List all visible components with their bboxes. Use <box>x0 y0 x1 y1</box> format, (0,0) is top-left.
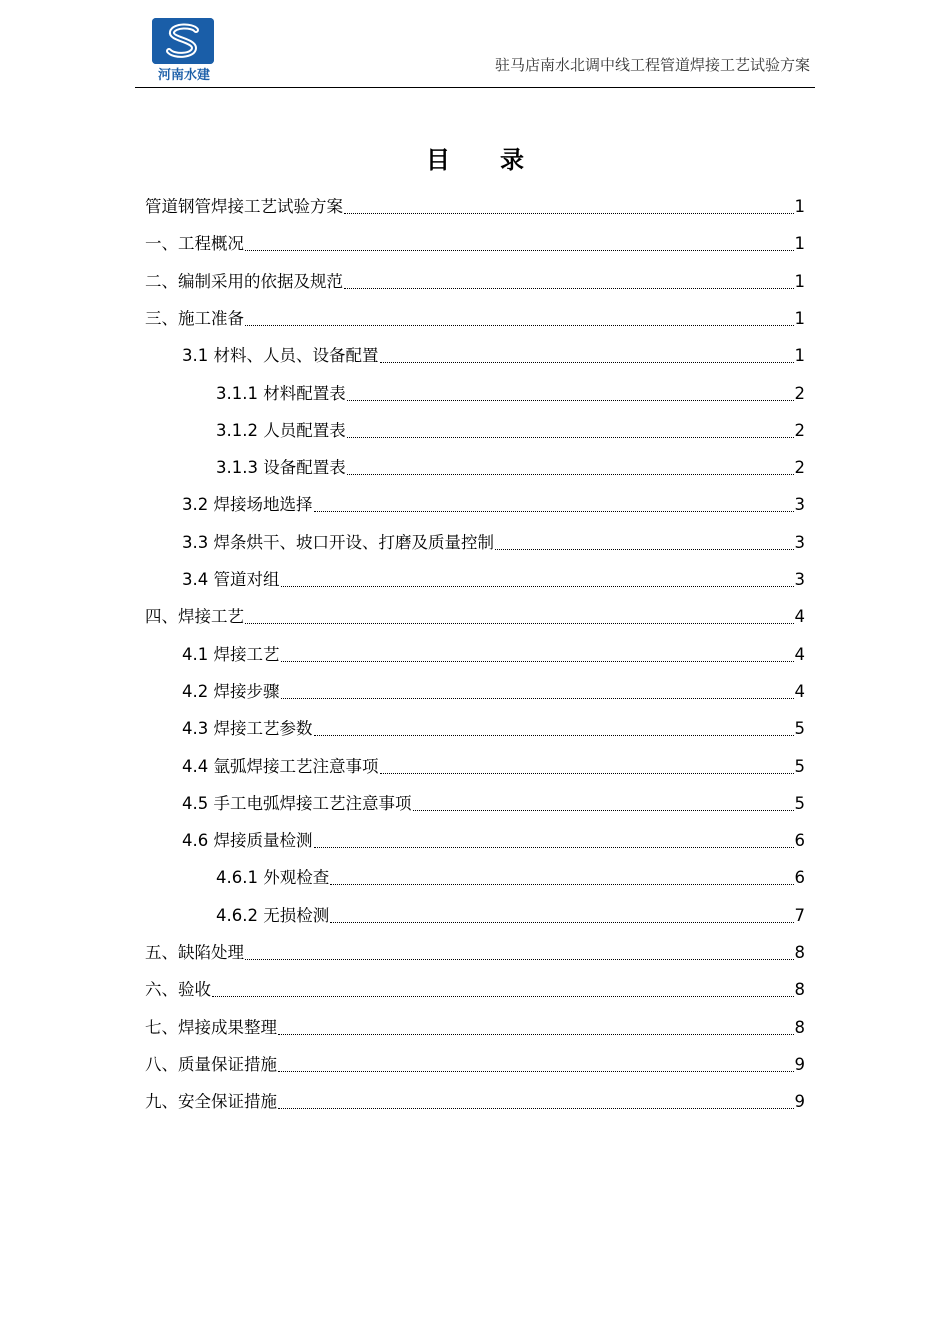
toc-entry-page-number: 2 <box>794 420 805 440</box>
toc-entry-label: 4.6 焊接质量检测 <box>182 831 313 851</box>
header-divider <box>135 87 815 88</box>
toc-entry[interactable] <box>182 785 805 815</box>
toc-entry[interactable] <box>216 897 805 927</box>
toc-dot-leader <box>281 586 794 587</box>
toc-entry-label: 4.3 焊接工艺参数 <box>182 719 313 739</box>
toc-entry-label: 管道钢管焊接工艺试验方案 <box>145 197 343 216</box>
toc-dot-leader <box>314 847 794 848</box>
toc-entry[interactable] <box>182 486 805 516</box>
toc-entry-label: 4.2 焊接步骤 <box>182 681 280 701</box>
toc-dot-leader <box>245 623 794 624</box>
toc-entry-label: 3.1.1 材料配置表 <box>216 383 346 403</box>
toc-entry-label: 4.6.1 外观检查 <box>216 868 330 888</box>
toc-dot-leader <box>347 437 794 438</box>
toc-dot-leader <box>314 511 794 512</box>
toc-dot-leader <box>212 996 794 997</box>
toc-entry-page-number: 9 <box>794 1092 805 1112</box>
toc-entry-label: 七、焊接成果整理 <box>145 1017 277 1037</box>
toc-dot-leader <box>245 959 794 960</box>
company-logo <box>150 18 218 83</box>
toc-entry-label: 3.1 材料、人员、设备配置 <box>182 346 379 366</box>
toc-entry-label: 3.2 焊接场地选择 <box>182 495 313 515</box>
toc-dot-leader <box>330 884 793 885</box>
toc-entry[interactable] <box>216 449 805 479</box>
toc-entry-label: 六、验收 <box>145 980 211 1000</box>
toc-dot-leader <box>278 1108 794 1109</box>
toc-entry-page-number: 6 <box>794 868 805 888</box>
logo-s-icon <box>152 18 214 64</box>
toc-dot-leader <box>281 661 794 662</box>
toc-dot-leader <box>330 922 793 923</box>
toc-entry[interactable] <box>145 1009 805 1039</box>
toc-dot-leader <box>278 1071 794 1072</box>
toc-entry[interactable] <box>145 188 805 218</box>
toc-entry[interactable] <box>216 859 805 889</box>
toc-dot-leader <box>380 362 794 363</box>
toc-entry-page-number: 1 <box>794 308 805 328</box>
toc-entry-page-number: 7 <box>794 905 805 925</box>
toc-entry-label: 4.5 手工电弧焊接工艺注意事项 <box>182 793 412 813</box>
toc-entry-page-number: 6 <box>794 831 805 851</box>
toc-entry-label: 3.1.3 设备配置表 <box>216 458 346 478</box>
toc-dot-leader <box>278 1034 794 1035</box>
toc-entry[interactable] <box>182 561 805 591</box>
toc-dot-leader <box>344 213 794 214</box>
toc-entry[interactable] <box>182 710 805 740</box>
toc-entry[interactable] <box>145 934 805 964</box>
toc-entry[interactable] <box>145 300 805 330</box>
toc-dot-leader <box>245 325 794 326</box>
toc-entry[interactable] <box>216 412 805 442</box>
toc-entry-label: 3.3 焊条烘干、坡口开设、打磨及质量控制 <box>182 532 494 552</box>
toc-entry[interactable] <box>145 598 805 628</box>
toc-entry-page-number: 1 <box>794 234 805 254</box>
toc-dot-leader <box>413 810 794 811</box>
toc-entry-page-number: 4 <box>794 607 805 627</box>
toc-entry[interactable] <box>182 822 805 852</box>
toc-entry-label: 五、缺陷处理 <box>145 943 244 962</box>
toc-dot-leader <box>495 549 794 550</box>
toc-entry-page-number: 5 <box>794 719 805 739</box>
toc-dot-leader <box>347 474 794 475</box>
toc-entry[interactable] <box>145 263 805 293</box>
toc-entry-label: 八、质量保证措施 <box>145 1054 277 1074</box>
toc-entry-label: 一、工程概况 <box>145 234 244 254</box>
toc-dot-leader <box>314 735 794 736</box>
toc-entry-label: 3.4 管道对组 <box>182 570 280 589</box>
toc-entry-page-number: 8 <box>794 943 805 962</box>
page-header <box>0 0 950 90</box>
logo-text: 河南水建 <box>157 68 210 83</box>
toc-entry-page-number: 1 <box>794 197 805 216</box>
toc-entry-page-number: 3 <box>794 532 805 552</box>
toc-entry-label: 九、安全保证措施 <box>145 1092 277 1112</box>
toc-dot-leader <box>281 698 794 699</box>
toc-entry-label: 四、焊接工艺 <box>145 607 244 627</box>
toc-entry[interactable] <box>182 748 805 778</box>
toc-entry-page-number: 1 <box>794 346 805 366</box>
toc-entry-page-number: 8 <box>794 980 805 1000</box>
toc-entry-page-number: 5 <box>794 793 805 813</box>
toc-entry[interactable] <box>182 337 805 367</box>
toc-entry-page-number: 3 <box>794 570 805 589</box>
toc-entry[interactable] <box>145 1083 805 1113</box>
toc-entry[interactable] <box>145 971 805 1001</box>
toc-heading-char-2: 录 <box>500 146 524 174</box>
toc-entry-page-number: 3 <box>794 495 805 515</box>
toc-entry-page-number: 2 <box>794 383 805 403</box>
toc-entry-label: 三、施工准备 <box>145 308 244 328</box>
toc-entry-label: 4.6.2 无损检测 <box>216 905 330 925</box>
toc-entry-label: 4.4 氩弧焊接工艺注意事项 <box>182 756 379 776</box>
toc-entry-page-number: 4 <box>794 681 805 701</box>
toc-entry-page-number: 8 <box>794 1017 805 1037</box>
toc-entry-label: 3.1.2 人员配置表 <box>216 420 346 440</box>
toc-dot-leader <box>245 250 794 251</box>
toc-entry-page-number: 9 <box>794 1054 805 1074</box>
toc-entry[interactable] <box>182 524 805 554</box>
toc-entry-page-number: 1 <box>794 271 805 291</box>
toc-dot-leader <box>344 288 794 289</box>
toc-dot-leader <box>380 773 794 774</box>
toc-heading-char-1: 目 <box>426 146 450 174</box>
toc-entry-page-number: 2 <box>794 458 805 478</box>
toc-entry[interactable] <box>216 375 805 405</box>
toc-entry-label: 二、编制采用的依据及规范 <box>145 271 343 291</box>
document-title: 驻马店南水北调中线工程管道焊接工艺试验方案 <box>494 56 810 74</box>
toc-dot-leader <box>347 400 794 401</box>
toc-entry[interactable] <box>145 1046 805 1076</box>
toc-entry[interactable] <box>145 225 805 255</box>
toc-entry[interactable] <box>182 673 805 703</box>
toc-entry-page-number: 4 <box>794 644 805 664</box>
toc-entry[interactable] <box>182 636 805 666</box>
toc-entry-page-number: 5 <box>794 756 805 776</box>
toc-heading <box>0 140 950 175</box>
toc-entry-label: 4.1 焊接工艺 <box>182 644 280 664</box>
